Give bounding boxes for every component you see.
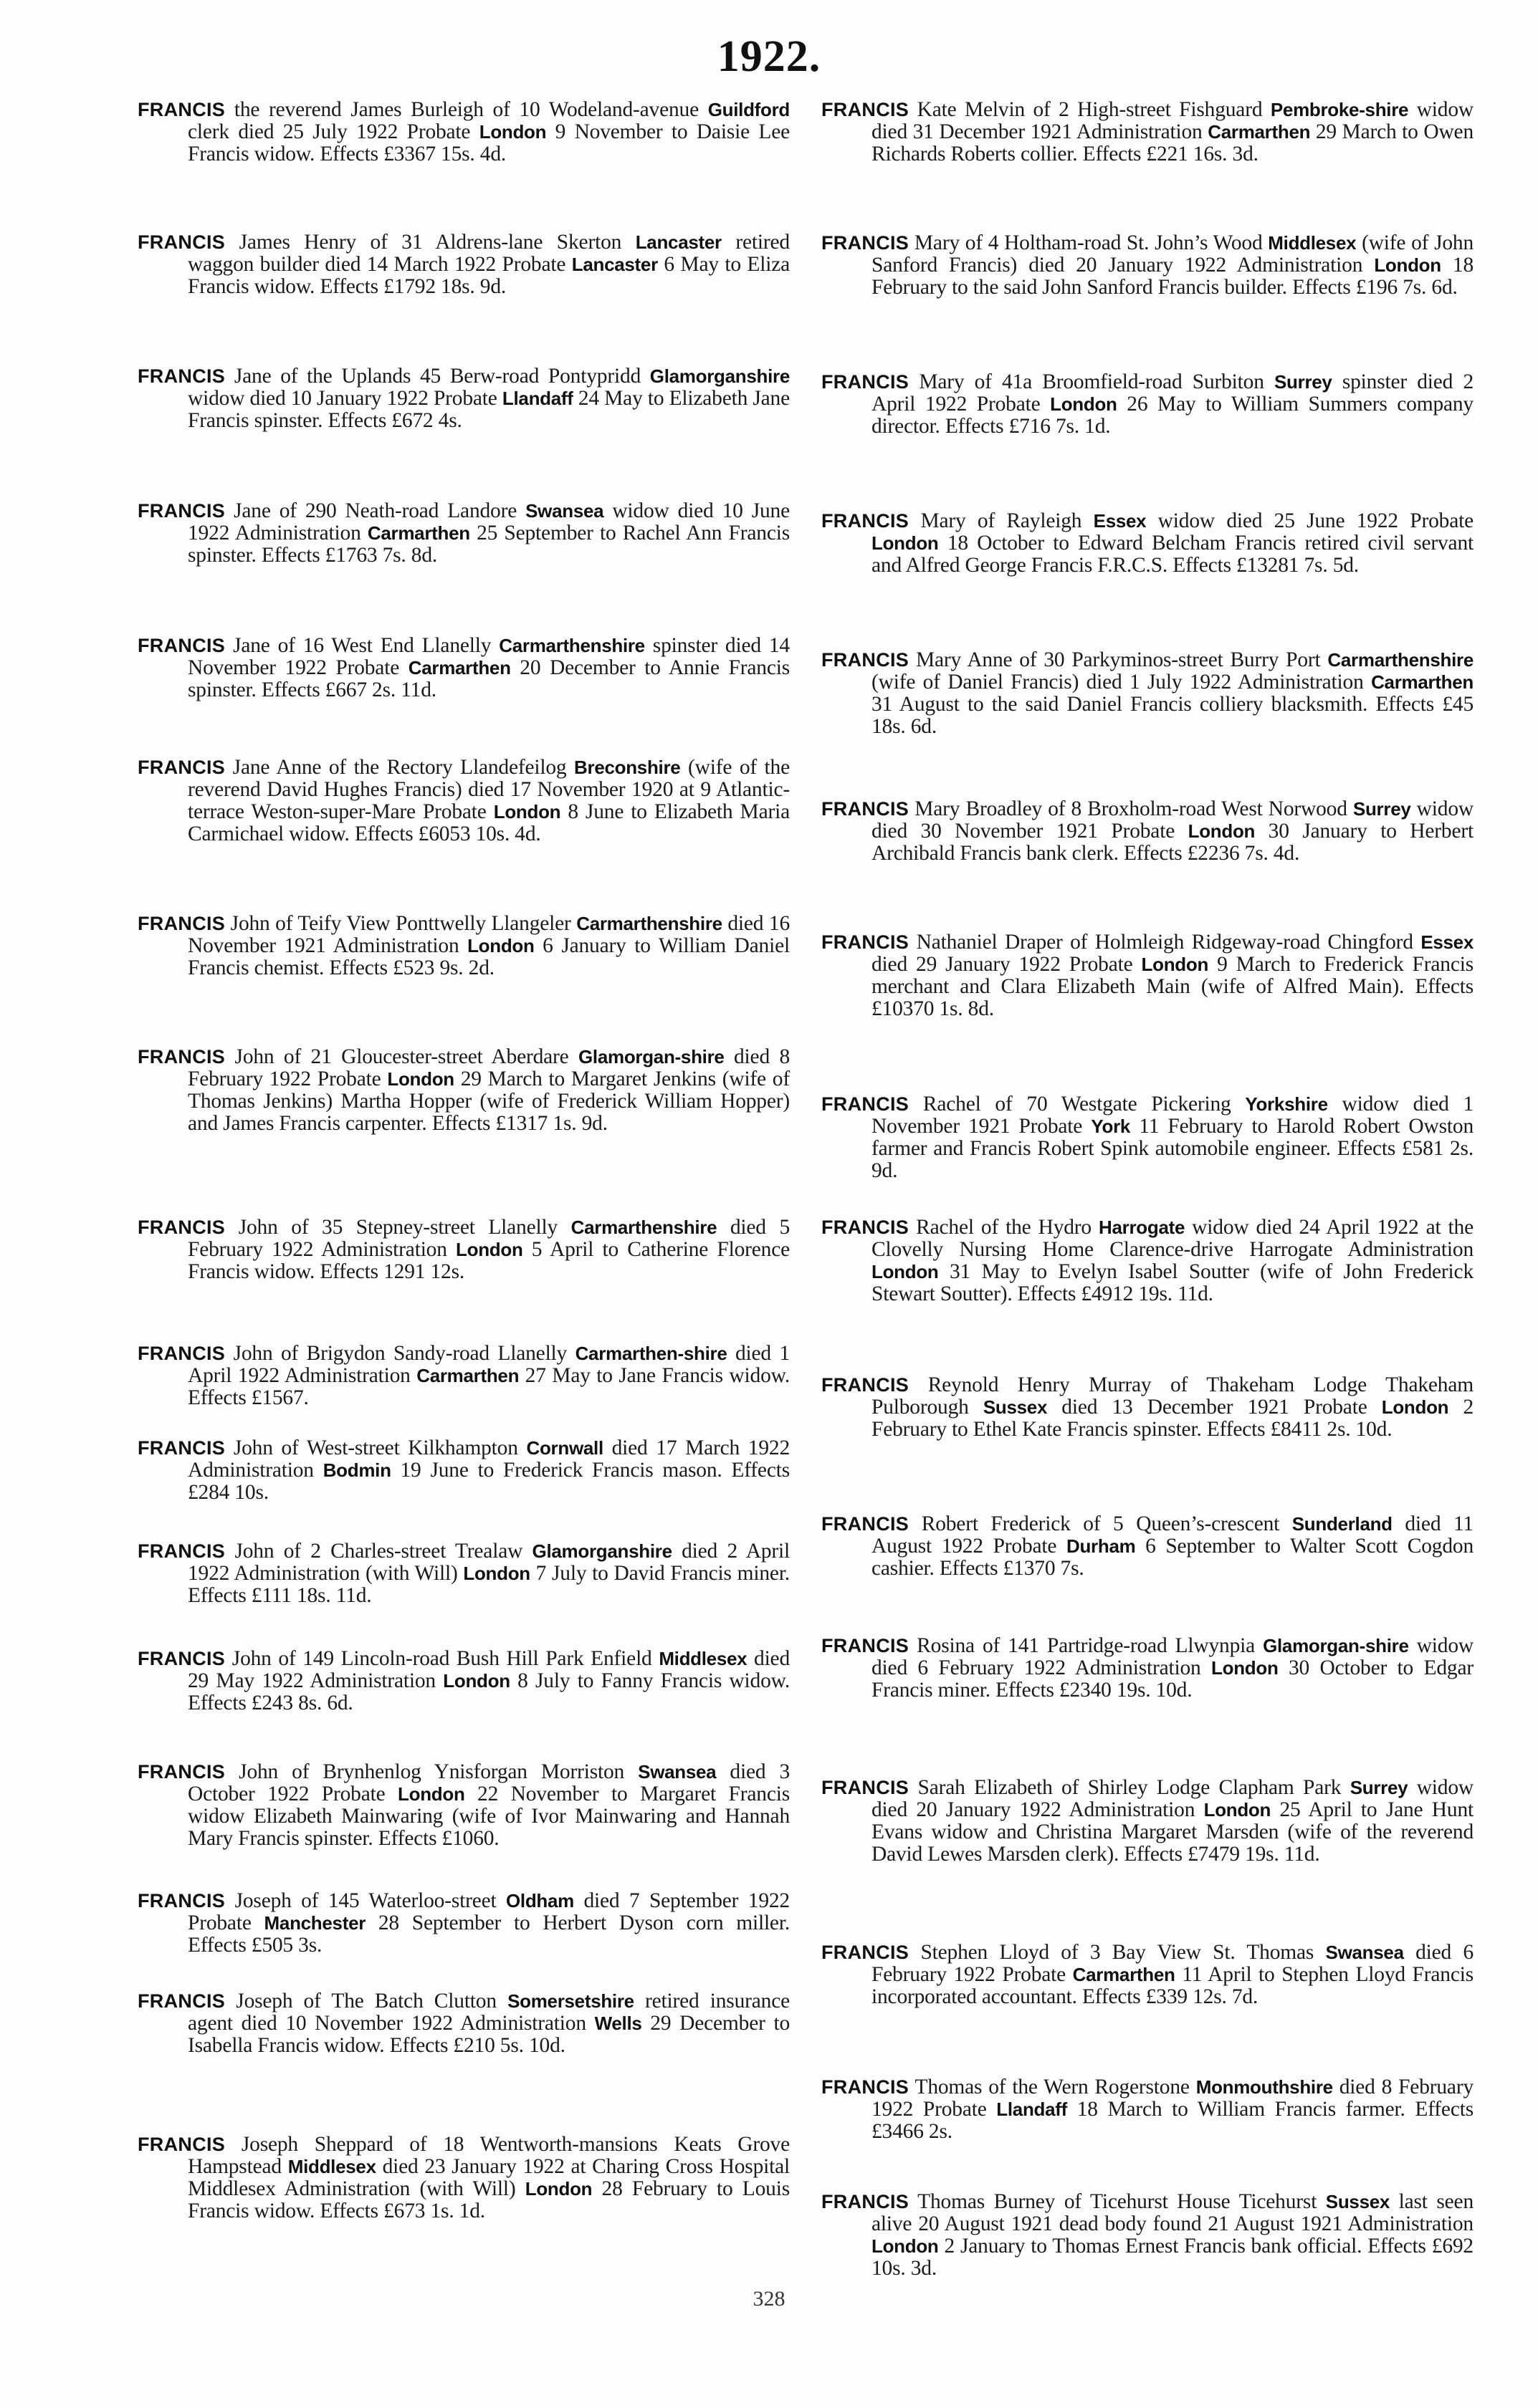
entry-surname: FRANCIS <box>138 1890 226 1911</box>
entry-text: Rachel of the Hydro <box>909 1216 1099 1239</box>
entry-place-name: Yorkshire <box>1245 1093 1328 1115</box>
entry-place-name: Swansea <box>525 500 604 522</box>
entry-text: 31 May to Evelyn Isabel Soutter (wife of John Frederick Stewart Soutter). Effects £4912 19s. 11d. <box>871 1260 1473 1305</box>
entry-place-name: London <box>479 121 547 143</box>
entry-text: Mary of Rayleigh <box>909 509 1094 532</box>
entry-place-name: Carmarthen <box>1371 671 1473 693</box>
entry-text: (wife of Daniel Francis) died 1 July 1922 Administration <box>871 671 1372 694</box>
entry-text: spinster died 2 April 1922 Probate <box>871 370 1474 416</box>
entry-text: 25 April to Jane Hunt Evans widow and Christina Margaret Marsden (wife of the reverend David Lewes Marsden clerk). Effects £7479 19s. 11d. <box>871 1798 1473 1866</box>
entry-place-name: London <box>467 935 535 956</box>
entry-text: Jane Anne of the Rectory Llandefeilog <box>225 756 575 779</box>
entry-place-name: London <box>1050 393 1117 415</box>
entry-text: died 8 February 1922 Probate <box>188 1045 790 1090</box>
entry-place-name: Swansea <box>638 1761 717 1783</box>
entry-surname: FRANCIS <box>138 365 226 387</box>
entry-place-name: Surrey <box>1352 798 1411 820</box>
entry-text: died 17 March 1922 Administration <box>188 1436 791 1482</box>
entry-text: widow died 20 January 1922 Administration <box>871 1776 1474 1821</box>
entry-place-name: Llandaff <box>996 2098 1068 2120</box>
entry-place-name: Wells <box>594 2013 642 2034</box>
entry-text: (wife of John Sanford Francis) died 20 January 1922 Administration <box>871 231 1473 277</box>
probate-entry <box>821 1093 1473 1182</box>
entry-place-name: London <box>871 2235 939 2257</box>
entry-place-name: Glamorgan-shire <box>1263 1635 1409 1656</box>
entry-text: 27 May to Jane Francis widow. Effects £1567. <box>188 1364 790 1409</box>
entry-text: 9 March to Frederick Francis merchant and Clara Elizabeth Main (wife of Alfred Main). Effects £10370 1s. 8d. <box>871 953 1473 1020</box>
entry-text: Nathaniel Draper of Holmleigh Ridgeway-road Chingford <box>909 931 1421 954</box>
entry-surname: FRANCIS <box>821 1217 909 1238</box>
entry-text: spinster died 14 November 1922 Probate <box>188 634 790 679</box>
probate-entry <box>821 1942 1473 2008</box>
entry-text: 29 March to Owen Richards Roberts collier. Effects £221 16s. 3d. <box>871 120 1473 166</box>
probate-entry <box>138 1217 790 1283</box>
entry-place-name: Breconshire <box>574 757 681 778</box>
entry-place-name: Carmarthenshire <box>576 913 722 934</box>
probate-entry <box>821 1635 1473 1702</box>
entry-place-name: Llandaff <box>502 388 573 409</box>
entry-surname: FRANCIS <box>821 232 909 254</box>
entry-place-name: Essex <box>1420 931 1473 953</box>
entry-surname: FRANCIS <box>138 1343 226 1364</box>
entry-place-name: London <box>1141 954 1209 975</box>
entry-text: Jane of 290 Neath-road Landore <box>225 499 526 522</box>
entry-text: clerk died 25 July 1922 Probate <box>188 120 479 143</box>
entry-surname: FRANCIS <box>821 931 909 953</box>
entry-text: 28 September to Herbert Dyson corn miller. Effects £505 3s. <box>188 1911 790 1957</box>
entry-text: died 11 August 1922 Probate <box>871 1512 1473 1558</box>
entry-place-name: Pembroke-shire <box>1270 99 1409 120</box>
entry-text: widow died 25 June 1922 Probate <box>1146 509 1473 532</box>
entry-surname: FRANCIS <box>821 1777 909 1798</box>
entry-surname: FRANCIS <box>138 913 226 934</box>
entry-text: widow died 10 January 1922 Probate <box>188 387 502 410</box>
probate-entry <box>138 1761 790 1850</box>
entry-text: Mary of 4 Holtham-road St. John’s Wood <box>909 231 1269 254</box>
entry-text: Jane of the Uplands 45 Berw-road Pontypridd <box>225 365 650 388</box>
entry-surname: FRANCIS <box>138 500 226 522</box>
entry-text: died 23 January 1922 at Charing Cross Hospital Middlesex Administration (with Will) <box>188 2155 790 2200</box>
probate-entry <box>821 1217 1473 1305</box>
entry-place-name: Carmarthen <box>367 522 470 544</box>
probate-entry <box>138 2134 790 2222</box>
entry-text: died 6 February 1922 Probate <box>871 1941 1473 1986</box>
entry-text: died 2 April 1922 Administration (with Will) <box>188 1540 790 1585</box>
entry-place-name: Carmarthen <box>408 657 511 678</box>
entry-place-name: Glamorganshire <box>649 365 790 387</box>
entry-place-name: London <box>456 1239 523 1260</box>
entry-text: 6 January to William Daniel Francis chemist. Effects £523 9s. 2d. <box>188 934 790 979</box>
entry-text: 18 October to Edward Belcham Francis retired civil servant and Alfred George Francis F.R.C.S. Effects £13281 7s. 5d. <box>871 532 1473 577</box>
entry-place-name: Manchester <box>264 1912 366 1934</box>
entry-place-name: London <box>1203 1799 1271 1821</box>
entry-text: retired waggon builder died 14 March 1922 Probate <box>188 231 790 276</box>
entry-place-name: London <box>1211 1657 1279 1679</box>
entry-surname: FRANCIS <box>138 635 226 656</box>
entry-place-name: Carmarthen-shire <box>575 1343 727 1364</box>
probate-entry <box>138 231 790 298</box>
entry-place-name: Sunderland <box>1291 1513 1393 1535</box>
entry-text: Joseph Sheppard of 18 Wentworth-mansions Keats Grove Hampstead <box>188 2133 790 2178</box>
entry-surname: FRANCIS <box>821 649 909 671</box>
probate-entry <box>138 757 790 845</box>
entry-text: died 5 February 1922 Administration <box>188 1216 791 1261</box>
entry-place-name: Swansea <box>1325 1942 1404 1963</box>
entry-text: 20 December to Annie Francis spinster. Effects £667 2s. 11d. <box>188 656 790 701</box>
entry-place-name: Sussex <box>983 1396 1048 1418</box>
entry-text: Mary of 41a Broomfield-road Surbiton <box>909 370 1275 393</box>
entry-text: (wife of the reverend David Hughes Francis) died 17 November 1920 at 9 Atlantic-terrace Weston-super-Mare Probate <box>188 756 790 823</box>
entry-text: John of Brynhenlog Ynisforgan Morriston <box>225 1760 639 1783</box>
probate-entry <box>821 798 1473 865</box>
entry-place-name: Middlesex <box>659 1648 747 1669</box>
entry-text: 29 December to Isabella Francis widow. Effects £210 5s. 10d. <box>188 2012 790 2057</box>
entry-text: Kate Melvin of 2 High-street Fishguard <box>909 98 1271 121</box>
entry-text: died 1 April 1922 Administration <box>188 1342 790 1387</box>
entry-surname: FRANCIS <box>821 1374 909 1396</box>
entry-surname: FRANCIS <box>138 757 226 778</box>
entry-place-name: Guildford <box>707 99 790 120</box>
entry-text: 31 August to the said Daniel Francis colliery blacksmith. Effects £45 18s. 6d. <box>871 693 1473 738</box>
entry-text: Robert Frederick of 5 Queen’s-crescent <box>909 1512 1292 1535</box>
entry-text: 18 February to the said John Sanford Francis builder. Effects £196 7s. 6d. <box>871 254 1473 299</box>
entry-surname: FRANCIS <box>821 99 909 120</box>
probate-entry <box>821 2191 1473 2280</box>
entry-text: Thomas Burney of Ticehurst House Ticehurst <box>909 2190 1326 2213</box>
entry-text: 8 June to Elizabeth Maria Carmichael widow. Effects £6053 10s. 4d. <box>188 800 790 845</box>
entry-surname: FRANCIS <box>138 2134 226 2155</box>
probate-entry <box>821 1777 1473 1866</box>
probate-entry <box>138 1343 790 1409</box>
entry-place-name: Carmarthenshire <box>499 635 645 656</box>
entry-text: retired insurance agent died 10 November 1922 Administration <box>188 1990 790 2035</box>
entry-text: 2 February to Ethel Kate Francis spinster. Effects £8411 2s. 10d. <box>871 1396 1473 1441</box>
entry-surname: FRANCIS <box>138 1217 226 1238</box>
entry-text: Rosina of 141 Partridge-road Llwynpia <box>909 1634 1264 1657</box>
page-number: 328 <box>753 2287 785 2311</box>
probate-entry <box>138 1540 790 1607</box>
page-year-header: 1922. <box>717 32 821 81</box>
probate-entry <box>821 232 1473 299</box>
entry-place-name: Glamorganshire <box>532 1540 672 1562</box>
probate-entry <box>138 1648 790 1714</box>
entry-place-name: London <box>871 532 939 554</box>
entry-place-name: London <box>443 1670 510 1692</box>
entry-place-name: Carmarthen <box>1072 1964 1175 1985</box>
entry-surname: FRANCIS <box>138 231 226 253</box>
entry-place-name: Middlesex <box>1268 232 1357 254</box>
entry-surname: FRANCIS <box>138 1540 226 1562</box>
probate-entry <box>138 913 790 979</box>
entry-text: 25 September to Rachel Ann Francis spinster. Effects £1763 7s. 8d. <box>188 522 790 567</box>
probate-entry <box>821 510 1473 577</box>
entry-text: 24 May to Elizabeth Jane Francis spinster. Effects £672 4s. <box>188 387 790 432</box>
probate-entry <box>138 500 790 567</box>
entry-surname: FRANCIS <box>821 798 909 820</box>
probate-entry <box>821 931 1473 1020</box>
entry-text: Jane of 16 West End Llanelly <box>225 634 500 657</box>
entry-text: last seen alive 20 August 1921 dead body found 21 August 1921 Administration <box>871 2190 1473 2235</box>
entry-text: widow died 1 November 1921 Probate <box>871 1093 1473 1138</box>
entry-place-name: London <box>871 1261 939 1282</box>
entry-text: 11 April to Stephen Lloyd Francis incorporated accountant. Effects £339 12s. 7d. <box>871 1963 1473 2008</box>
entry-text: died 3 October 1922 Probate <box>188 1760 790 1805</box>
entry-place-name: York <box>1091 1116 1131 1137</box>
entry-text: Rachel of 70 Westgate Pickering <box>909 1093 1246 1116</box>
entry-text: Stephen Lloyd of 3 Bay View St. Thomas <box>909 1941 1326 1964</box>
entry-text: John of Teify View Ponttwelly Llangeler <box>225 912 577 935</box>
entry-text: 6 September to Walter Scott Cogdon cashier. Effects £1370 7s. <box>871 1535 1473 1580</box>
entry-text: 9 November to Daisie Lee Francis widow. Effects £3367 15s. 4d. <box>188 120 791 166</box>
entry-text: Sarah Elizabeth of Shirley Lodge Clapham Park <box>909 1776 1350 1799</box>
entry-place-name: London <box>493 801 561 822</box>
probate-entry <box>138 99 790 166</box>
entry-surname: FRANCIS <box>138 1046 226 1068</box>
entry-surname: FRANCIS <box>821 510 909 532</box>
entry-place-name: Oldham <box>505 1890 574 1911</box>
entry-place-name: Sussex <box>1325 2191 1390 2212</box>
entry-text: 26 May to William Summers company director. Effects £716 7s. 1d. <box>871 393 1473 438</box>
entry-text: Mary Anne of 30 Parkyminos-street Burry Port <box>909 648 1328 671</box>
entry-place-name: Bodmin <box>323 1459 391 1481</box>
entry-text: 18 March to William Francis farmer. Effects £3466 2s. <box>871 2098 1473 2143</box>
entry-place-name: Cornwall <box>526 1437 603 1459</box>
entry-place-name: London <box>1188 820 1256 842</box>
entry-text: 19 June to Frederick Francis mason. Effects £284 10s. <box>188 1459 790 1504</box>
entry-place-name: Carmarthen <box>416 1365 520 1386</box>
probate-entry <box>821 1374 1473 1441</box>
entry-place-name: Lancaster <box>635 231 722 253</box>
entry-place-name: Essex <box>1093 510 1147 532</box>
entry-text: Mary Broadley of 8 Broxholm-road West Norwood <box>909 797 1353 820</box>
entry-text: widow died 24 April 1922 at the Clovelly Nursing Home Clarence-drive Harrogate Administration <box>871 1216 1473 1261</box>
entry-text: 22 November to Margaret Francis widow Elizabeth Mainwaring (wife of Ivor Mainwaring and Hannah Mary Francis spinster. Effects £1060. <box>188 1783 790 1850</box>
entry-surname: FRANCIS <box>138 1648 226 1669</box>
entry-text: 5 April to Catherine Florence Francis widow. Effects 1291 12s. <box>188 1238 791 1283</box>
entry-surname: FRANCIS <box>821 1942 909 1963</box>
probate-entry <box>138 1890 790 1957</box>
entry-place-name: London <box>1374 254 1441 276</box>
entry-text: died 16 November 1921 Administration <box>188 912 790 957</box>
probate-entry <box>138 1437 790 1504</box>
entry-text: died 29 January 1922 Probate <box>871 953 1142 976</box>
entry-place-name: Middlesex <box>287 2156 376 2177</box>
probate-entry <box>138 635 790 701</box>
entry-surname: FRANCIS <box>821 2191 909 2212</box>
entry-text: 30 January to Herbert Archibald Francis bank clerk. Effects £2236 7s. 4d. <box>871 820 1473 865</box>
probate-entry <box>138 1990 790 2057</box>
entry-place-name: Monmouthshire <box>1195 2076 1333 2098</box>
probate-entry <box>138 365 790 432</box>
entry-text: 28 February to Louis Francis widow. Effects £673 1s. 1d. <box>188 2177 791 2222</box>
probate-entry <box>138 1046 790 1135</box>
entry-text: John of 35 Stepney-street Llanelly <box>225 1216 571 1239</box>
entry-place-name: Somersetshire <box>507 1990 634 2012</box>
entry-place-name: Glamorgan-shire <box>578 1046 725 1068</box>
entry-text: died 7 September 1922 Probate <box>188 1889 790 1934</box>
entry-text: Thomas of the Wern Rogerstone <box>909 2076 1196 2098</box>
entry-place-name: London <box>525 2178 593 2200</box>
entry-text: the reverend James Burleigh of 10 Wodeland-avenue <box>225 98 708 121</box>
probate-entry <box>821 99 1473 166</box>
entry-surname: FRANCIS <box>138 99 226 120</box>
entry-place-name: London <box>398 1783 465 1805</box>
entry-place-name: London <box>463 1563 530 1584</box>
probate-entry <box>821 371 1473 438</box>
entry-place-name: Surrey <box>1274 371 1332 393</box>
entry-surname: FRANCIS <box>821 2076 909 2098</box>
entry-text: died 8 February 1922 Probate <box>871 2076 1473 2121</box>
entry-text: Joseph of 145 Waterloo-street <box>225 1889 506 1912</box>
entry-text: 11 February to Harold Robert Owston farmer and Francis Robert Spink automobile engineer. Effects £581 2s. 9d. <box>871 1115 1473 1182</box>
entry-text: John of 149 Lincoln-road Bush Hill Park Enfield <box>225 1647 659 1670</box>
entry-place-name: London <box>387 1068 454 1090</box>
entry-place-name: Surrey <box>1350 1777 1408 1798</box>
entry-text: 8 July to Fanny Francis widow. Effects £243 8s. 6d. <box>188 1669 790 1714</box>
entry-text: 30 October to Edgar Francis miner. Effects £2340 19s. 10d. <box>871 1656 1473 1702</box>
entry-text: widow died 6 February 1922 Administration <box>871 1634 1474 1679</box>
entry-place-name: Carmarthenshire <box>570 1217 717 1238</box>
entry-place-name: Harrogate <box>1099 1217 1185 1238</box>
entry-text: died 29 May 1922 Administration <box>188 1647 791 1692</box>
entry-text: 29 March to Margaret Jenkins (wife of Thomas Jenkins) Martha Hopper (wife of Frederick William Hopper) and James Francis carpenter. Effects £1317 1s. 9d. <box>188 1068 790 1135</box>
probate-entry <box>821 649 1473 738</box>
entry-text: John of Brigydon Sandy-road Llanelly <box>225 1342 575 1365</box>
entry-surname: FRANCIS <box>821 371 909 393</box>
entry-text: 7 July to David Francis miner. Effects £111 18s. 11d. <box>188 1562 790 1607</box>
entry-text: John of West-street Kilkhampton <box>225 1436 527 1459</box>
entry-text: died 13 December 1921 Probate <box>1047 1396 1382 1419</box>
entry-place-name: Carmarthenshire <box>1327 649 1473 671</box>
entry-surname: FRANCIS <box>138 1990 226 2012</box>
entry-text: John of 21 Gloucester-street Aberdare <box>225 1045 578 1068</box>
entry-place-name: Lancaster <box>571 254 658 275</box>
entry-text: John of 2 Charles-street Trealaw <box>225 1540 532 1563</box>
entry-text: James Henry of 31 Aldrens-lane Skerton <box>225 231 636 254</box>
entry-text: Reynold Henry Murray of Thakeham Lodge Thakeham Pulborough <box>871 1373 1473 1419</box>
probate-entry <box>821 1513 1473 1580</box>
entry-text: 2 January to Thomas Ernest Francis bank official. Effects £692 10s. 3d. <box>871 2235 1473 2280</box>
entry-text: Joseph of The Batch Clutton <box>225 1990 508 2013</box>
entry-surname: FRANCIS <box>821 1635 909 1656</box>
entry-text: widow died 10 June 1922 Administration <box>188 499 790 545</box>
entry-surname: FRANCIS <box>138 1437 226 1459</box>
entry-surname: FRANCIS <box>821 1093 909 1115</box>
entry-place-name: London <box>1381 1396 1449 1418</box>
entry-text: 6 May to Eliza Francis widow. Effects £1792 18s. 9d. <box>188 253 790 298</box>
entry-place-name: Durham <box>1066 1535 1136 1557</box>
probate-entry <box>821 2076 1473 2143</box>
entry-text: widow died 30 November 1921 Probate <box>871 797 1473 843</box>
entry-text: widow died 31 December 1921 Administration <box>871 98 1473 143</box>
entry-surname: FRANCIS <box>138 1761 226 1783</box>
entry-surname: FRANCIS <box>821 1513 909 1535</box>
entry-place-name: Carmarthen <box>1208 121 1311 143</box>
